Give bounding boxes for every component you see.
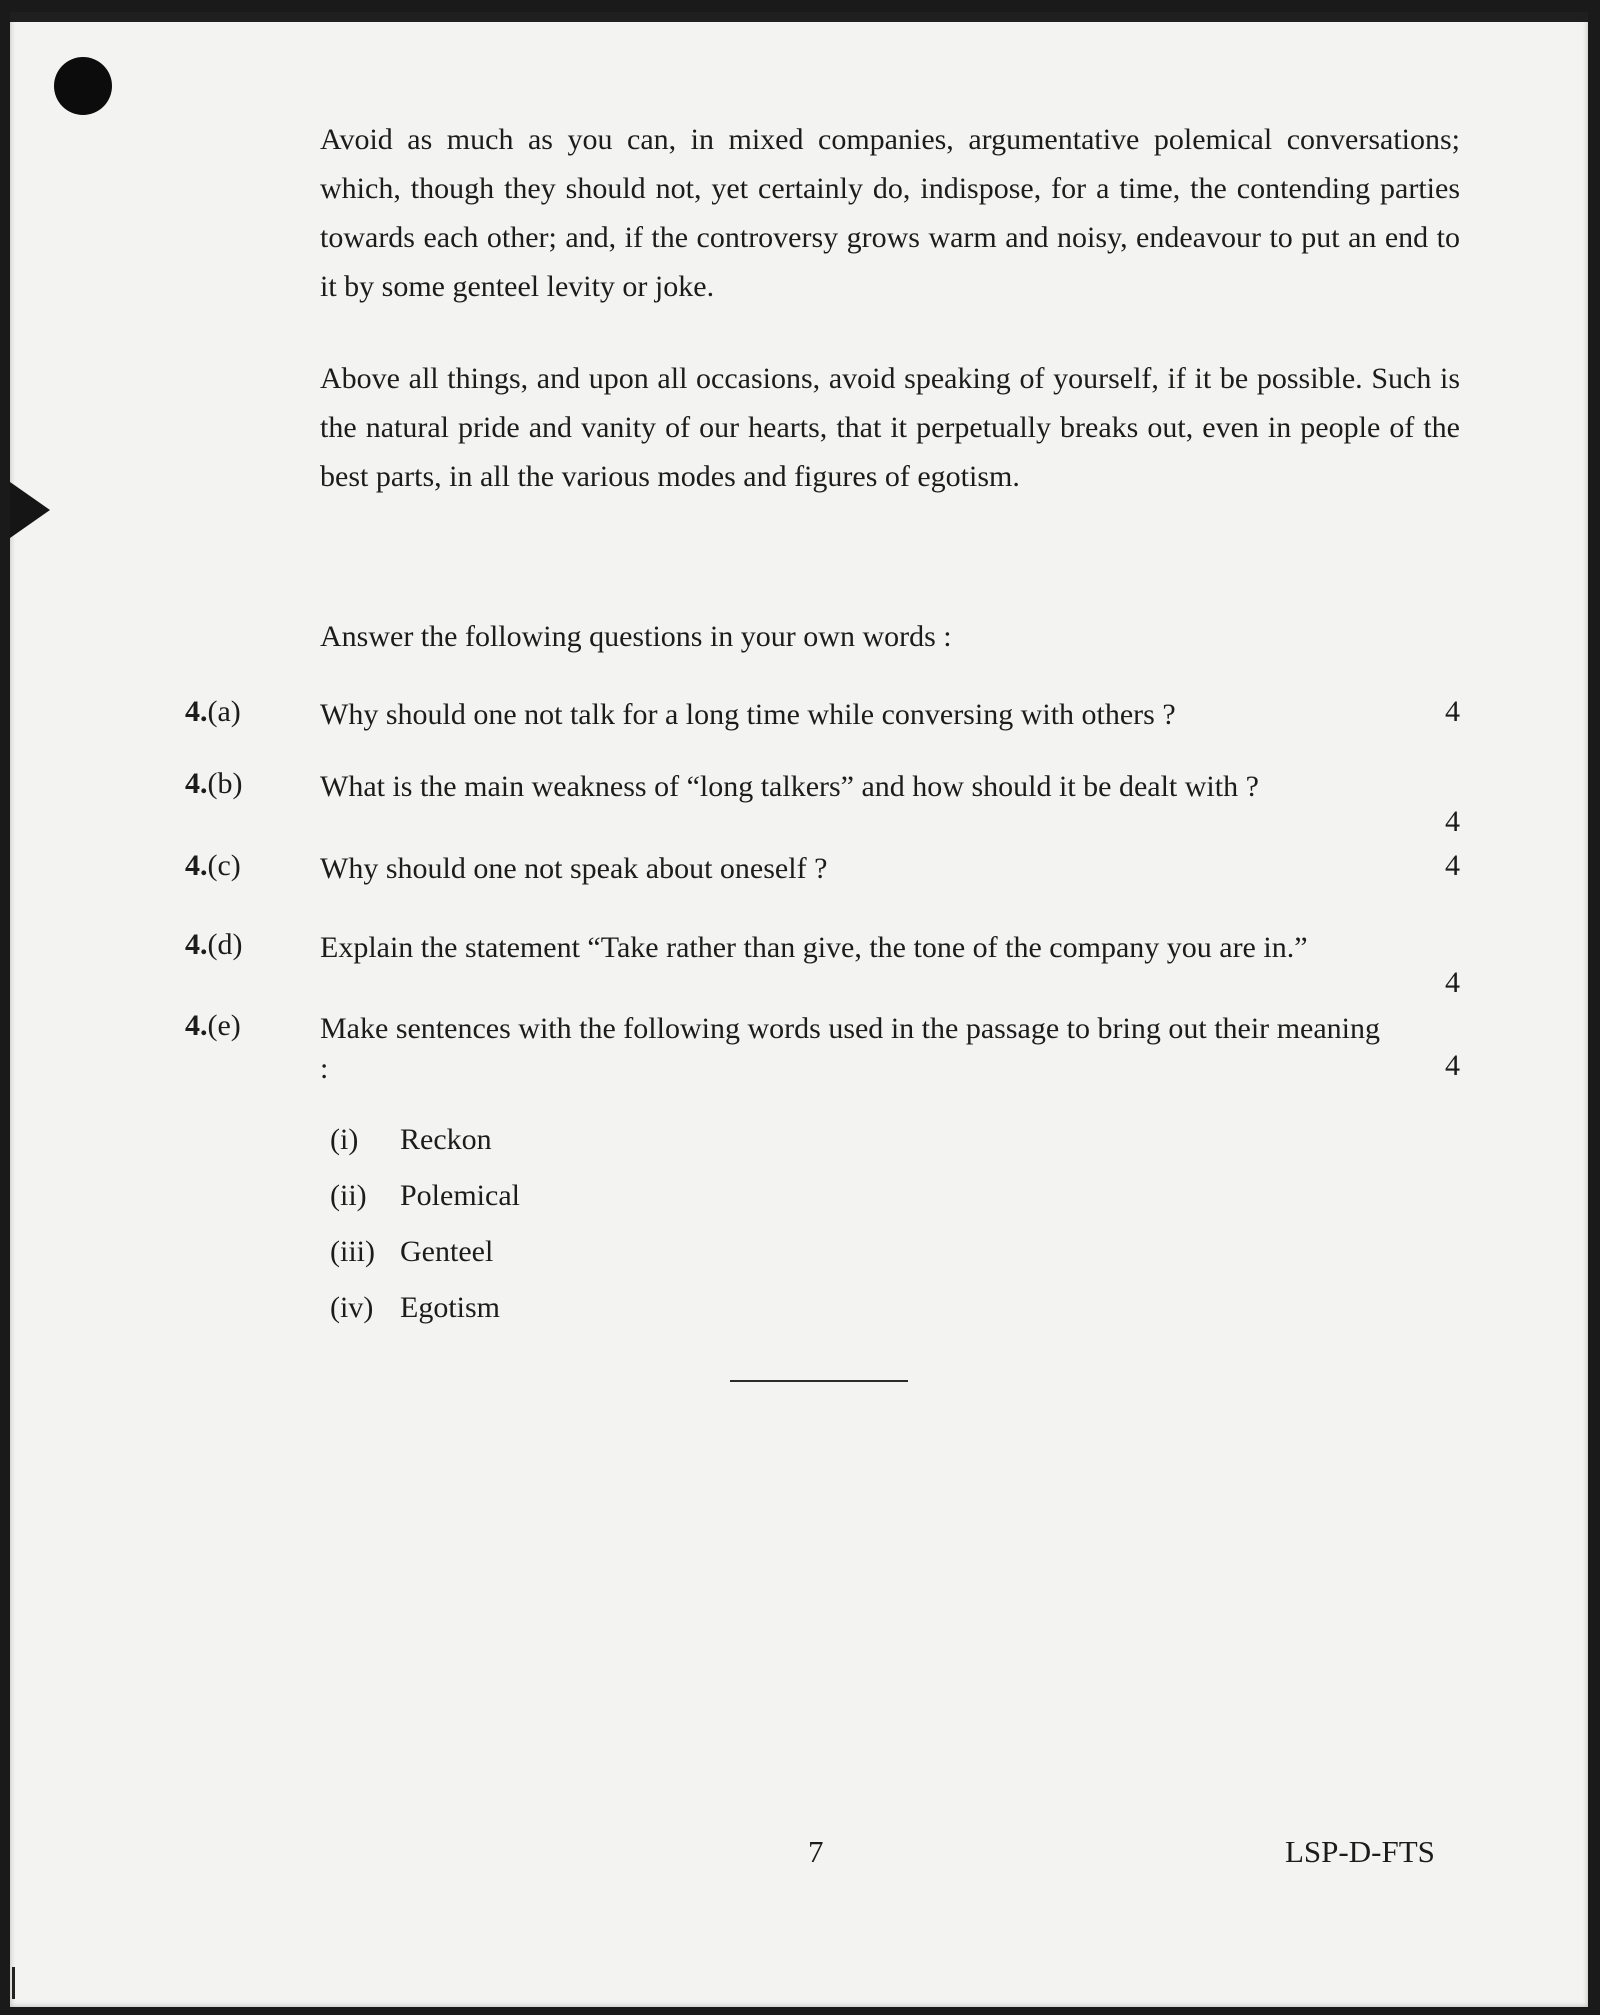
passage-paragraph-1: Avoid as much as you can, in mixed companies, argumentative polemical conversations; which, though they should not, yet certainly do, indispose, for a time, the contending parties towards each other; and, if the controversy grows warm and noisy, endeavour to put an end to it by some genteel levity or joke.: [320, 123, 1460, 303]
word-list: [330, 1120, 520, 1344]
question-number: 4.(c): [185, 849, 241, 882]
list-item-number: (i): [330, 1123, 359, 1156]
passage-paragraph-2: Above all things, and upon all occasions, avoid speaking of yourself, if it be possible. Such is the natural pride and vanity of our hearts, that it perpetually breaks out, even in people of the best parts, in all the various modes and figures of egotism.: [320, 362, 1460, 493]
list-item: [330, 1176, 520, 1232]
document-code: LSP-D-FTS: [1285, 1834, 1435, 1869]
question-number: 4.(d): [185, 928, 243, 961]
question-marks: 4: [1445, 805, 1460, 838]
list-item-number: (iv): [330, 1291, 374, 1324]
page-content: [10, 12, 1588, 2007]
question-text: Explain the statement “Take rather than give, the tone of the company you are in.”: [320, 931, 1308, 964]
question-text: Make sentences with the following words used in the passage to bring out their meaning :: [320, 1012, 1380, 1085]
end-rule: [730, 1380, 908, 1382]
list-item-word: Reckon: [400, 1123, 492, 1156]
list-item-word: Polemical: [400, 1179, 520, 1212]
question-marks: 4: [1445, 849, 1460, 882]
exam-page: [10, 12, 1588, 2007]
instruction-text: Answer the following questions in your own words :: [320, 620, 952, 653]
question-text: Why should one not speak about oneself ?: [320, 852, 828, 885]
question-number: 4.(b): [185, 767, 243, 800]
list-item: [330, 1232, 520, 1288]
page-number: 7: [808, 1834, 824, 1869]
list-item-number: (ii): [330, 1179, 367, 1212]
list-item-word: Egotism: [400, 1291, 501, 1324]
question-marks: 4: [1445, 966, 1460, 999]
question-marks: 4: [1445, 695, 1460, 728]
question-marks: 4: [1445, 1049, 1460, 1082]
question-number: 4.(e): [185, 1009, 241, 1042]
question-text: What is the main weakness of “long talkers” and how should it be dealt with ?: [320, 770, 1259, 803]
list-item: [330, 1288, 520, 1344]
list-item-word: Genteel: [400, 1235, 494, 1268]
question-text: Why should one not talk for a long time while conversing with others ?: [320, 698, 1176, 731]
list-item: [330, 1120, 520, 1176]
question-number: 4.(a): [185, 695, 241, 728]
list-item-number: (iii): [330, 1235, 375, 1268]
